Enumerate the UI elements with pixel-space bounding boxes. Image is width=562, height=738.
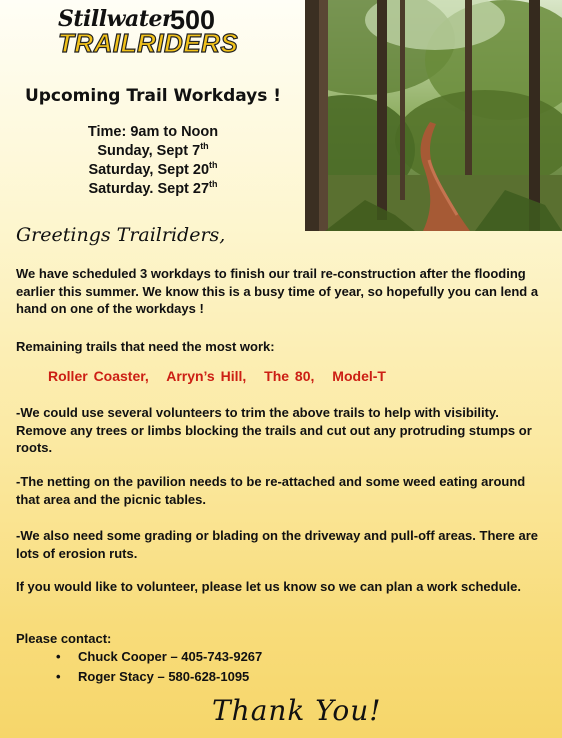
greeting: Greetings Trailriders, (16, 224, 226, 246)
page-heading: Upcoming Trail Workdays ! (24, 86, 282, 106)
contact-label: Please contact: (16, 631, 112, 646)
forest-trail-photo (305, 0, 562, 231)
logo-500-text: 500 (170, 5, 216, 35)
trim-paragraph: -We could use several volunteers to trim the above trails to help with visibility. Remove any trees or limbs blocking the trails and cut out any protruding stumps or roots. (16, 405, 532, 455)
contact-text: Roger Stacy – 580-628-1095 (78, 669, 250, 684)
trail-list (48, 368, 398, 384)
logo-stillwater-text: Stillwater (58, 6, 174, 32)
contact-text: Chuck Cooper – 405-743-9267 (78, 649, 263, 664)
contact-item (56, 667, 262, 687)
forest-trail-illustration (305, 0, 562, 231)
trail-name: Arryn’s Hill, (166, 368, 247, 384)
trail-name: Roller Coaster, (48, 368, 149, 384)
schedule-time: Time: 9am to Noon (87, 124, 219, 140)
contact-list (56, 647, 262, 687)
contact-item (56, 647, 262, 667)
schedule-date: Saturday. Sept 27th (88, 179, 218, 197)
thank-you-signoff: Thank You! (212, 694, 382, 727)
stillwater-500-logo (52, 5, 239, 58)
trail-name: Model-T (332, 368, 386, 384)
volunteer-paragraph: If you would like to volunteer, please let us know so we can plan a work schedule. (16, 579, 521, 594)
schedule-date: Sunday, Sept 7th (97, 141, 209, 159)
bullet: • (56, 669, 61, 684)
bullet: • (56, 649, 61, 664)
workday-schedule (0, 123, 306, 199)
schedule-date: Saturday, Sept 20th (88, 160, 218, 178)
intro-paragraph: We have scheduled 3 workdays to finish our trail re-construction after the flooding earlier this summer. We know this is a busy time of year, so hopefully you can lend a hand on one of the workdays ! (16, 266, 539, 316)
remaining-trails-label: Remaining trails that need the most work: (16, 339, 275, 354)
trail-name: The 80, (264, 368, 315, 384)
logo-trailriders-text: TRAILRIDERS (58, 28, 239, 58)
grading-paragraph: -We also need some grading or blading on the driveway and pull-off areas. There are lots of erosion ruts. (16, 528, 539, 561)
netting-paragraph: -The netting on the pavilion needs to be re-attached and some weed eating around that area and the picnic tables. (16, 474, 526, 507)
